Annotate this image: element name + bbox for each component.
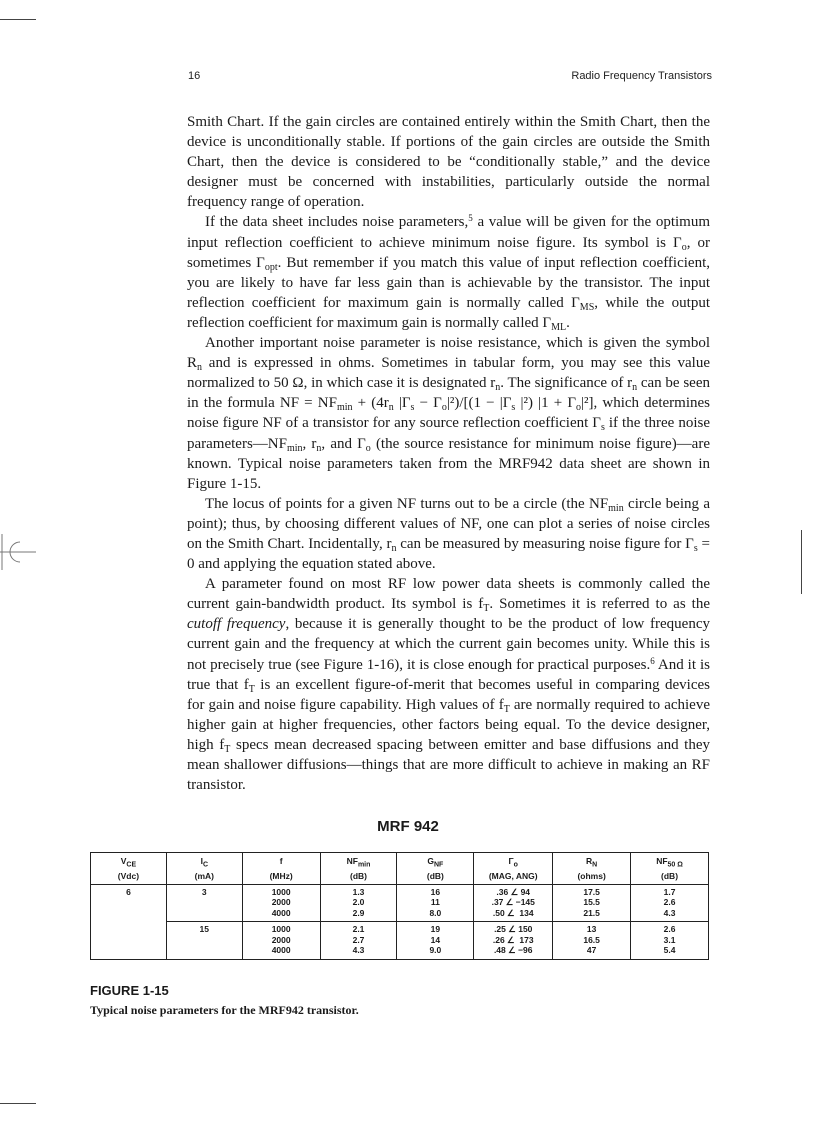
column-header: $V_{CE}$ (Vdc) xyxy=(91,853,167,885)
column-header: $G_{NF}$ (dB) xyxy=(397,853,474,885)
table-cell: 2.1 2.7 4.3 xyxy=(320,922,397,960)
body-text xyxy=(187,112,710,795)
table-cell: 1000 2000 4000 xyxy=(242,922,320,960)
table-cell: 16 11 8.0 xyxy=(397,884,474,922)
vce-cell xyxy=(91,922,167,960)
table-row xyxy=(91,884,709,922)
table-cell: 15 xyxy=(166,922,242,960)
table-cell: 17.5 15.5 21.5 xyxy=(553,884,631,922)
column-header: $NF_{50 \Omega}$ (dB) xyxy=(631,853,709,885)
table-cell: .36 ∠ 94 .37 ∠ −145 .50 ∠ 134 xyxy=(474,884,553,922)
crop-mark-right xyxy=(801,530,802,594)
table-cell: 1.3 2.0 2.9 xyxy=(320,884,397,922)
page-number: 16 xyxy=(188,70,201,82)
figure-caption: Typical noise parameters for the MRF942 transistor. xyxy=(90,1003,359,1017)
paragraph-5: A parameter found on most RF low power data sheets is commonly called the current gain-bandwidth product. Its symbol is $f_T$. Sometimes it is referred to as the cutoff frequency, because it is generally thought to be the product of low frequency current gain and the frequency at which the current gain becomes unity. While this is not precisely true (see Figure 1-16), it is close enough for practical purposes.$^6$ And it is true that $f_T$ is an excellent figure-of-merit that becomes useful in comparing devices for gain and noise figure capability. High values of $f_T$ are normally required to achieve higher gain at higher frequencies, other factors being equal. To the device designer, high $f_T$ specs mean decreased spacing between emitter and base diffusions and they mean shallower diffusions—things that are more difficult to achieve in making an RF transistor. xyxy=(187,576,711,794)
column-header: $R_N$ (ohms) xyxy=(553,853,631,885)
table-cell: 1.7 2.6 4.3 xyxy=(631,884,709,922)
noise-parameter-table xyxy=(90,852,709,960)
paragraph-1: Smith Chart. If the gain circles are contained entirely within the Smith Chart, then the device is unconditionally stable. If portions of the gain circles are outside the Smith Chart, then the device is considered to be “conditionally stable,” and the device designer must be concerned with instabilities, particularly outside the normal frequency range of operation. xyxy=(187,114,710,211)
registration-mark-icon xyxy=(0,534,36,570)
table-cell: .25 ∠ 150 .26 ∠ 173 .48 ∠ −96 xyxy=(474,922,553,960)
paragraph-2: If the data sheet includes noise parameters,$^5$ a value will be given for the optimum input reflection coefficient to achieve minimum noise figure. Its symbol is $\Gamma_o$, or sometimes $\Gamma_{opt}$. But remember if you match this value of input reflection coefficient, you are likely to have far less gain than is achievable by the transistor. The input reflection coefficient for maximum gain is normally called $\Gamma_{MS}$, while the output reflection coefficient for maximum gain is normally called $\Gamma_{ML}$. xyxy=(187,213,711,333)
table-cell: 1000 2000 4000 xyxy=(242,884,320,922)
running-title: Radio Frequency Transistors xyxy=(571,70,712,82)
column-header: $\Gamma_o$ (MAG, ANG) xyxy=(474,853,553,885)
table-title: MRF 942 xyxy=(377,818,439,835)
crop-mark-bottom-left xyxy=(0,1103,36,1104)
figure-label: FIGURE 1-15 xyxy=(90,983,169,998)
table-header-row xyxy=(91,853,709,885)
paragraph-3: Another important noise parameter is noise resistance, which is given the symbol $R_n$ and is expressed in ohms. Sometimes in tabular form, you may see this value normalized to 50 Ω, in which case it is designated $r_n$. The significance of $r_n$ can be seen in the formula NF = $NF_{min} + (4r_n$ $|\Gamma_s - \Gamma_o|^2)/[(1 - |\Gamma_s$ |²) $|1 + \Gamma_o|^2$], which determines noise figure NF of a transistor for any source reflection coefficient $\Gamma_s$ if the three noise $parameters—NF_{min}$, $r_n$, and $\Gamma_o$ (the source resistance for minimum noise figure)—are known. Typical noise parameters taken from the MRF942 data sheet are shown in Figure 1-15. xyxy=(187,335,710,492)
crop-mark-top-left xyxy=(0,19,36,20)
table-cell: 13 16.5 47 xyxy=(553,922,631,960)
column-header: f (MHz) xyxy=(242,853,320,885)
paragraph-4: The locus of points for a given NF turns out to be a circle (the $NF_{min}$ circle being a point); thus, by choosing different values of NF, one can plot a series of noise circles on the Smith Chart. Incidentally, $r_n$ can be measured by measuring noise figure for $\Gamma_s = 0$ and applying the equation stated above. xyxy=(187,495,710,573)
column-header: $NF_{min}$ (dB) xyxy=(320,853,397,885)
table-cell: 2.6 3.1 5.4 xyxy=(631,922,709,960)
table-cell: 3 xyxy=(166,884,242,922)
table-cell: 19 14 9.0 xyxy=(397,922,474,960)
vce-cell: 6 xyxy=(91,884,167,922)
column-header: $I_C$ (mA) xyxy=(166,853,242,885)
table-row xyxy=(91,922,709,960)
table-body xyxy=(91,884,709,959)
